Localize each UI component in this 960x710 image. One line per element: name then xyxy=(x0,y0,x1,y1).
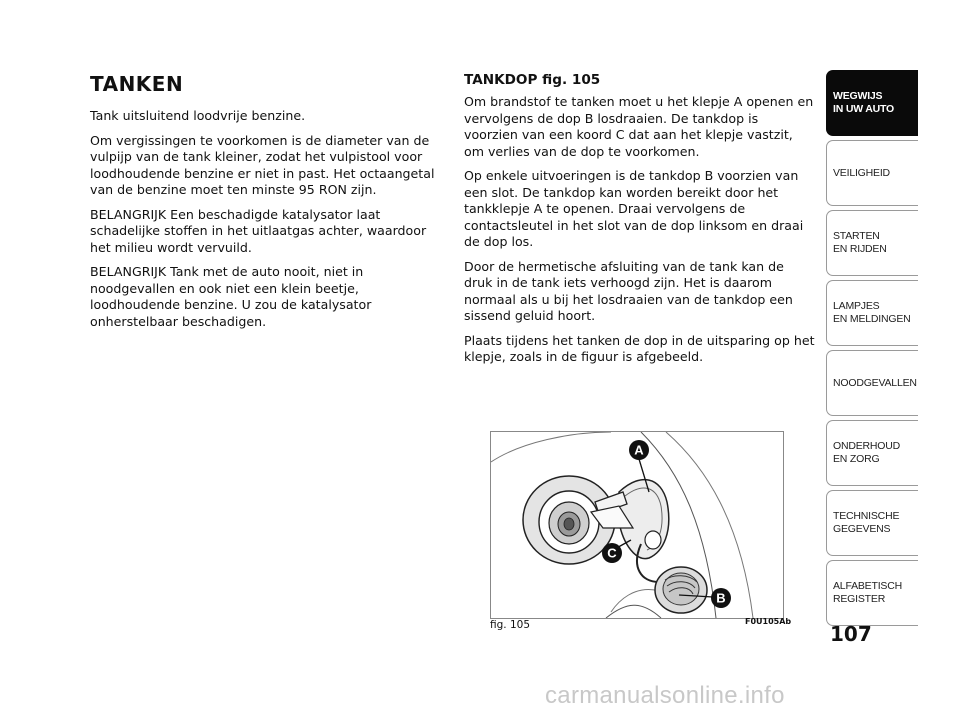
paragraph: Plaats tijdens het tanken de dop in de uitsparing op het klepje, zoals in de figuur is afgebeeld. xyxy=(464,332,815,364)
paragraph: Door de hermetische afsluiting van de tank kan de druk in de tank iets verhoogd zijn. Het is daarom normaal als u bij het losdraaien van de tankdop een sissend geluid hoort. xyxy=(464,258,793,323)
left-column xyxy=(90,70,440,338)
chapter-sidebar xyxy=(826,70,918,630)
paragraph: BELANGRIJK Een beschadigde katalysator laat schadelijke stoffen in het uitlaatgas achter, waardoor het milieu wordt vervuild. xyxy=(90,206,427,255)
sidebar-tab-label: LAMPJES EN MELDINGEN xyxy=(833,300,911,325)
callout-c xyxy=(602,543,622,563)
sidebar-tab-label: ONDERHOUD EN ZORG xyxy=(833,440,901,465)
figure-caption: fig. 105 xyxy=(490,619,530,631)
sidebar-tab-lampjes[interactable] xyxy=(826,280,918,346)
sidebar-tab-label: VEILIGHEID xyxy=(833,166,890,179)
paragraph: Op enkele uitvoeringen is de tankdop B voorzien van een slot. De tankdop kan worden bereikt door het tankklepje A te openen. Draai vervolgens de contactsleutel in het slot van de dop linksom en draai de dop los. xyxy=(464,168,804,249)
sidebar-tab-technische[interactable] xyxy=(826,490,918,556)
sidebar-tab-onderhoud[interactable] xyxy=(826,420,918,486)
sidebar-tab-label: NOODGEVALLEN xyxy=(833,376,917,389)
callout-c-label: C xyxy=(607,545,617,561)
watermark: carmanualsonline.info xyxy=(545,682,785,709)
fuel-cap-illustration xyxy=(490,431,784,619)
callout-b xyxy=(711,588,731,608)
sidebar-tab-wegwijs[interactable] xyxy=(826,70,918,136)
sidebar-tab-label: STARTEN EN RIJDEN xyxy=(833,230,887,255)
paragraph: Om vergissingen te voorkomen is de diameter van de vulpijp van de tank kleiner, zodat het vulpistool voor loodhoudende benzine er niet in past. Het octaangetal van de benzine moet ten minste 95 RON zijn. xyxy=(90,132,435,197)
paragraph: Tank uitsluitend loodvrije benzine. xyxy=(90,108,306,123)
sidebar-tab-veiligheid[interactable] xyxy=(826,140,918,206)
callout-a xyxy=(629,440,649,460)
right-column xyxy=(464,70,816,374)
sidebar-tab-label: TECHNISCHE GEGEVENS xyxy=(833,510,900,535)
sidebar-tab-starten[interactable] xyxy=(826,210,918,276)
sidebar-tab-noodgevallen[interactable] xyxy=(826,350,918,416)
section-title: TANKEN xyxy=(90,72,184,96)
callout-a-label: A xyxy=(634,442,644,458)
paragraph: Om brandstof te tanken moet u het klepje A openen en vervolgens de dop B losdraaien. De tankdop is voorzien van een koord C dat aan het klepje vastzit, om verlies van de dop te voorkomen. xyxy=(464,94,814,159)
paragraph: BELANGRIJK Tank met de auto nooit, niet in noodgevallen en ook niet een klein beetje, loodhoudende benzine. U zou de katalysator onherstelbaar beschadigen. xyxy=(90,264,372,329)
sidebar-tab-label: WEGWIJS IN UW AUTO xyxy=(833,90,894,115)
callout-b-label: B xyxy=(716,590,726,606)
subsection-title: TANKDOP fig. 105 xyxy=(464,72,601,88)
sidebar-tab-label: ALFABETISCH REGISTER xyxy=(833,580,902,605)
sidebar-tab-alfabetisch[interactable] xyxy=(826,560,918,626)
page-number: 107 xyxy=(830,622,872,646)
fuel-cap-drawing xyxy=(491,432,783,618)
figure-code: F0U105Ab xyxy=(745,617,792,626)
